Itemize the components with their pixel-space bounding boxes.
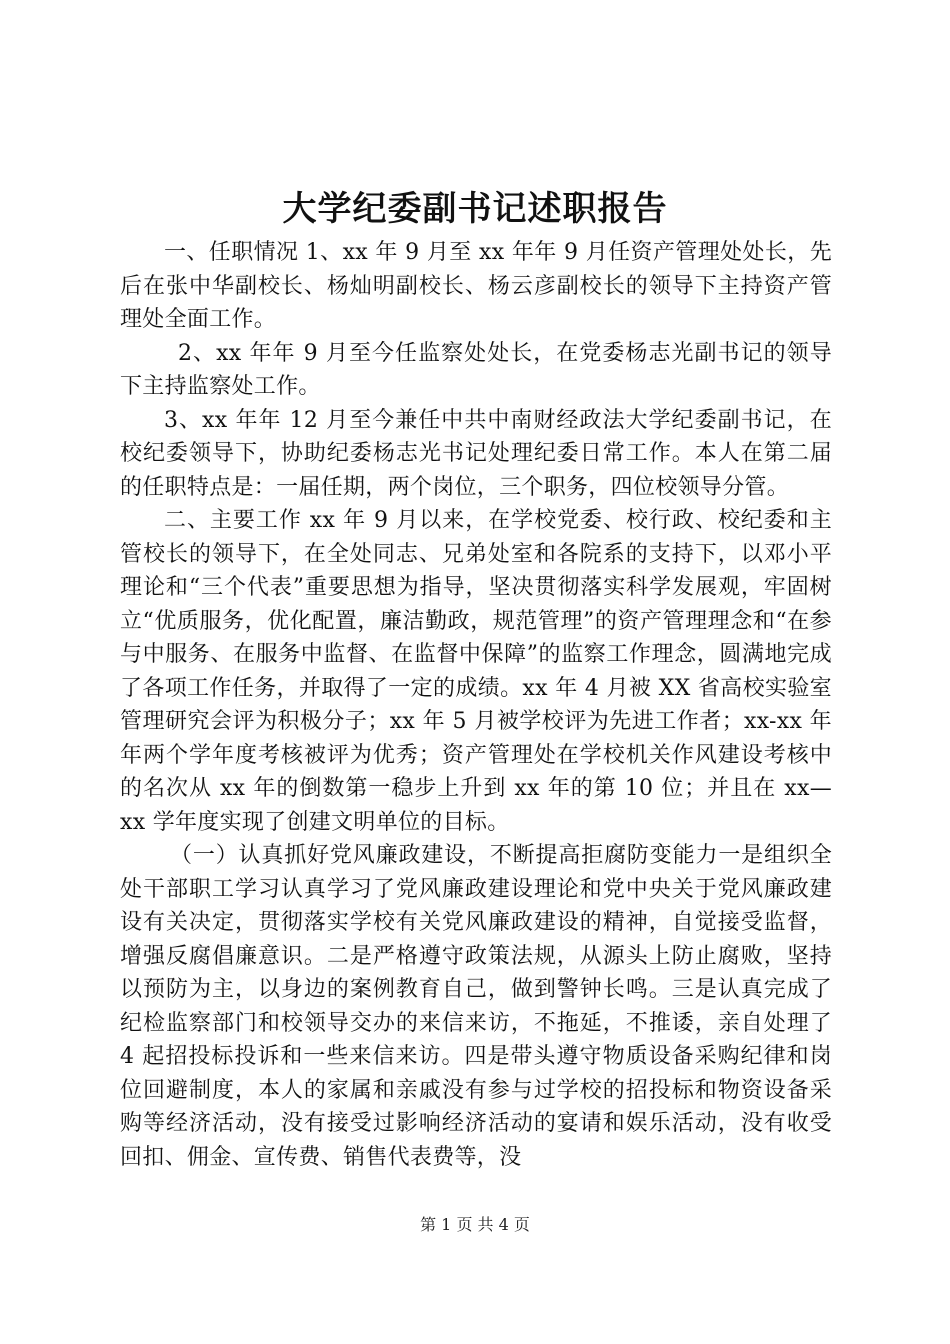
- paragraph-appointment-3: 3、xx 年年 12 月至今兼任中共中南财经政法大学纪委副书记，在校纪委领导下，协助纪委杨志光书记处理纪委日常工作。本人在第二届的任职特点是：一届任期，两个岗位，三个职务，四位校领导分管。: [120, 407, 832, 500]
- document-body: [120, 236, 832, 1174]
- page-number-footer: 第 1 页 共 4 页: [420, 1215, 530, 1234]
- document-title: 大学纪委副书记述职报告: [282, 189, 668, 229]
- paragraph-integrity: （一）认真抓好党风廉政建设，不断提高拒腐防变能力一是组织全处干部职工学习认真学习了党风廉政建设理论和党中央关于党风廉政建设有关决定，贯彻落实学校有关党风廉政建设的精神，自觉接受监督，增强反腐倡廉意识。二是严格遵守政策法规，从源头上防止腐败，坚持以预防为主，以身边的案例教育自己，做到警钟长鸣。三是认真完成了纪检监察部门和校领导交办的来信来访，不拖延，不推诿，亲自处理了 4 起招投标投诉和一些来信来访。四是带头遵守物质设备采购纪律和岗位回避制度，本人的家属和亲戚没有参与过学校的招投标和物资设备采购等经济活动，没有接受过影响经济活动的宴请和娱乐活动，没有收受回扣、佣金、宣传费、销售代表费等，没: [120, 843, 832, 1170]
- paragraph-appointment-2: 2、xx 年年 9 月至今任监察处处长，在党委杨志光副书记的领导下主持监察处工作。: [120, 340, 832, 399]
- paragraph-appointment-1: 一、任职情况 1、xx 年 9 月至 xx 年年 9 月任资产管理处处长，先后在张中华副校长、杨灿明副校长、杨云彦副校长的领导下主持资产管理处全面工作。: [120, 240, 832, 332]
- paragraph-main-work: 二、主要工作 xx 年 9 月以来，在学校党委、校行政、校纪委和主管校长的领导下，在全处同志、兄弟处室和各院系的支持下，以邓小平理论和“三个代表”重要思想为指导，坚决贯彻落实科学发展观，牢固树立“优质服务，优化配置，廉洁勤政，规范管理”的资产管理理念和“在参与中服务、在服务中监督、在监督中保障”的监察工作理念，圆满地完成了各项工作任务，并取得了一定的成绩。xx 年 4 月被 XX 省高校实验室管理研究会评为积极分子；xx 年 5 月被学校评为先进工作者；xx-xx 年年两个学年度考核被评为优秀；资产管理处在学校机关作风建设考核中的名次从 xx 年的倒数第一稳步上升到 xx 年的第 10 位；并且在 xx—xx 学年度实现了创建文明单位的目标。: [120, 508, 832, 835]
